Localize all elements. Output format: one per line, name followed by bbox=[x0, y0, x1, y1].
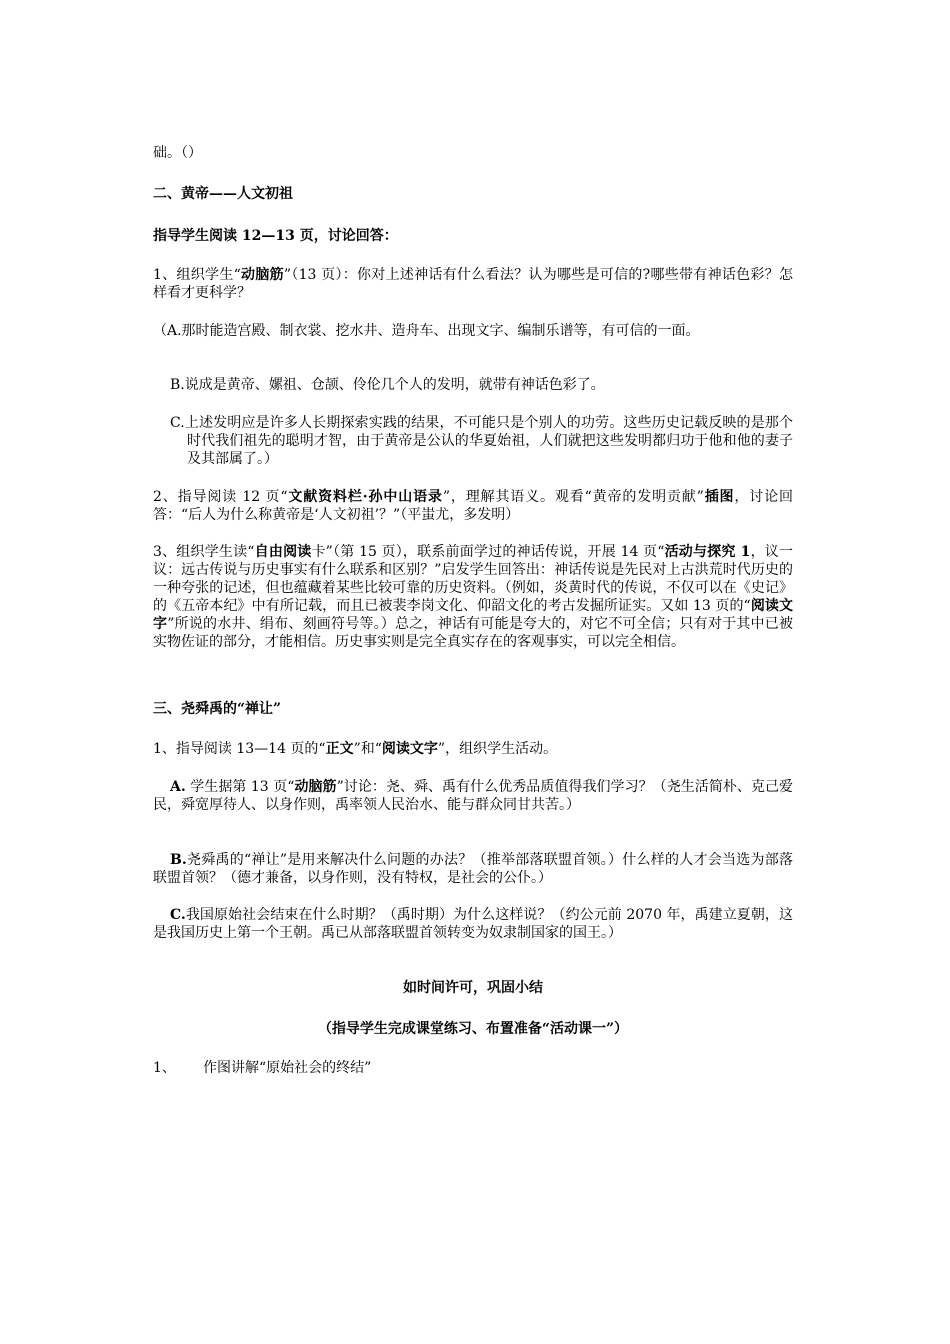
continuation-line: 础。（） bbox=[153, 145, 202, 161]
option-b: B.说成是黄帝、嫘祖、仓颉、伶伦几个人的发明，就带有神话色彩了。 bbox=[170, 377, 605, 393]
question-b: B.尧舜禹的“禅让”是用来解决什么问题的办法？（推举部落联盟首领。）什么样的人才会当选为部落联盟首领？（德才兼备，以身作则，没有特权，是社会的公仆。） bbox=[153, 852, 793, 886]
option-c: C.上述发明应是许多人长期探索实践的结果，不可能只是个别人的功劳。这些历史记载反映的是那个时代我们祖先的聪明才智，由于黄帝是公认的华夏始祖，人们就把这些发明都归功于他和他的妻子及其部属了。） bbox=[170, 415, 793, 467]
section-heading-3: 三、尧舜禹的“禅让” bbox=[153, 701, 282, 717]
activity-1: 1、指导阅读 13—14 页的“正文”和“阅读文字”，组织学生活动。 bbox=[153, 741, 558, 757]
guide-reading-1: 指导学生阅读 12—13 页，讨论回答： bbox=[153, 228, 398, 244]
paragraph-3: 3、组织学生读“自由阅读卡”（第 15 页），联系前面学过的神话传说，开展 14 页“活动与探究 1，议一议：远古传说与历史事实有什么联系和区别？”启发学生回答出：神话传说是先民对上古洪荒时代历史的一种夸张的记述，但也蕴藏着某些比较可靠的历史资料。（例如，炎黄时代的传说，不仅可以在《史记》的《五帝本纪》中有所记载，而且已被裴李岗文化、仰韶文化的考古发掘所证实。又如 13 页的“阅读文字”所说的水井、绢布、刻画符号等。）总之，神话有可能是夸大的，对它不可全信；只有对于其中已被实物佐证的部分，才能相信。历史事实则是完全真实存在的客观事实，可以完全相信。 bbox=[153, 544, 794, 650]
final-item-number: 1、 bbox=[153, 1060, 176, 1076]
summary-subtitle: （指导学生完成课堂练习、布置准备“活动课一”） bbox=[317, 1021, 629, 1037]
paragraph-2: 2、指导阅读 12 页“文献资料栏·孙中山语录”，理解其语义。观看“黄帝的发明贡献”插图，讨论回答：“后人为什么称黄帝是‘人文初祖’？”（平蚩尤，多发明） bbox=[153, 489, 794, 523]
option-a: （A.那时能造宫殿、制衣裳、挖水井、造舟车、出现文字、编制乐谱等，有可信的一面。 bbox=[153, 323, 700, 339]
question-a: A. 学生据第 13 页“动脑筋”讨论：尧、舜、禹有什么优秀品质值得我们学习？（尧生活简朴、克己爱民，舜宽厚待人、以身作则，禹率领人民治水、能与群众同甘共苦。） bbox=[153, 779, 794, 813]
paragraph-1: 1、组织学生“动脑筋”（13 页）：你对上述神话有什么看法？认为哪些是可信的?哪些带有神话色彩？怎样看才更科学？ bbox=[153, 267, 793, 301]
section-heading-2: 二、黄帝——人文初祖 bbox=[153, 186, 293, 202]
summary-title: 如时间许可，巩固小结 bbox=[403, 980, 543, 996]
final-item bbox=[153, 1059, 793, 1077]
question-c: C.我国原始社会结束在什么时期？（禹时期）为什么这样说？（约公元前 2070 年，禹建立夏朝，这是我国历史上第一个王朝。禹已从部落联盟首领转变为奴隶制国家的国王。） bbox=[153, 907, 793, 941]
final-item-text: 作图讲解“原始社会的终结” bbox=[203, 1060, 372, 1076]
